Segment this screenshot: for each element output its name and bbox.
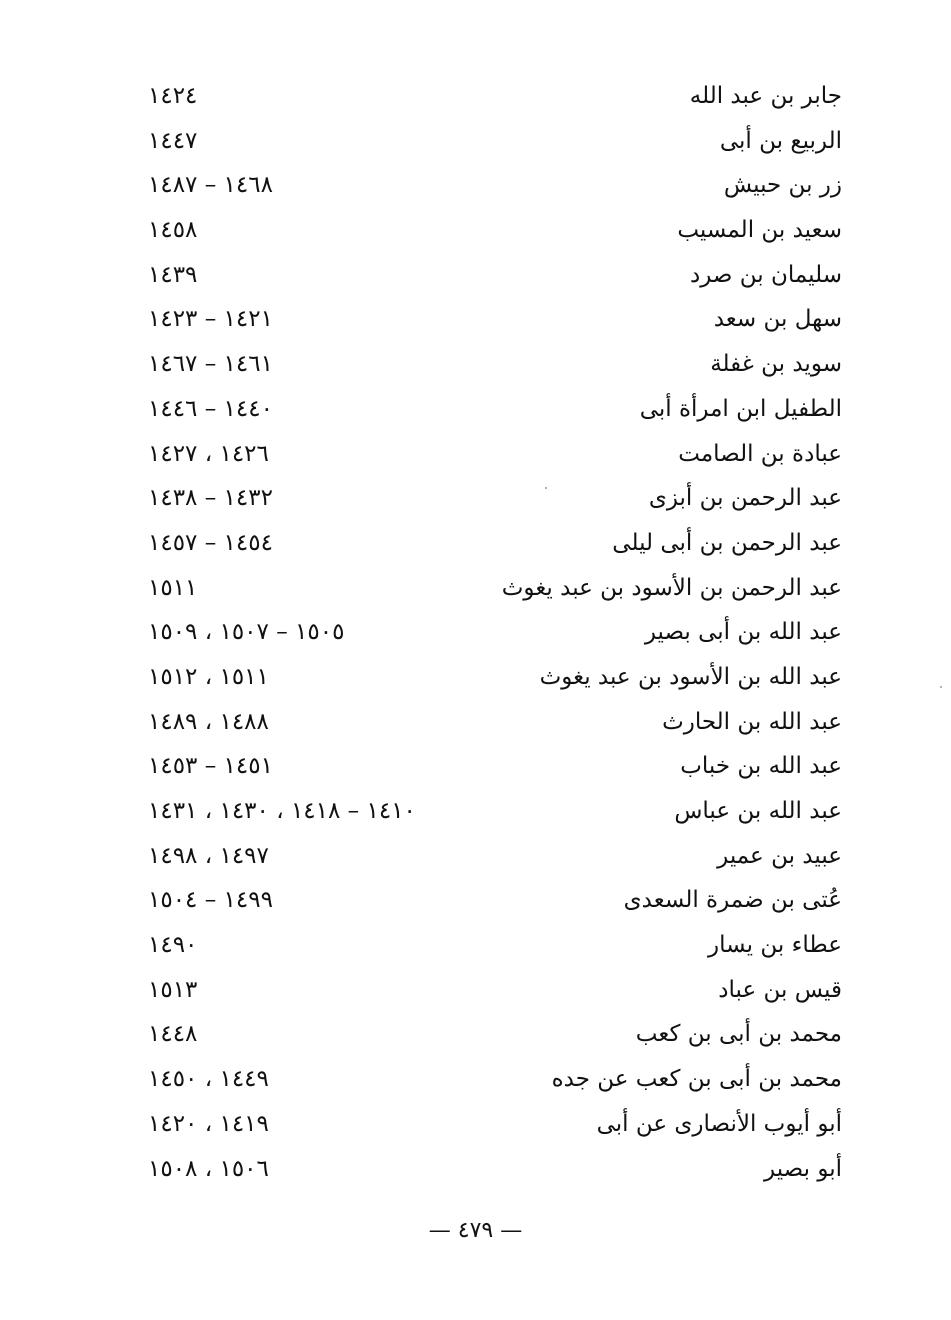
entry-refs: ١٥١١ xyxy=(148,574,198,601)
entry-name: الطفيل ابن امرأة أبى xyxy=(639,395,842,422)
entry-refs: ١٤٩٧ ، ١٤٩٨ xyxy=(148,842,269,869)
index-entry xyxy=(148,610,842,655)
entry-name: عبد الله بن عباس xyxy=(674,798,842,824)
entry-name: عبد الله بن الحارث xyxy=(662,708,842,735)
entry-refs: ١٤٤٨ xyxy=(148,1021,198,1048)
index-entry xyxy=(148,923,842,968)
index-entry xyxy=(148,744,842,789)
entry-refs: ١٤٩٠ xyxy=(148,932,198,959)
entry-refs: ١٥١١ ، ١٥١٢ xyxy=(148,663,269,690)
entry-refs: ١٥٠٦ ، ١٥٠٨ xyxy=(148,1155,269,1182)
entry-refs: ١٥٠٥ – ١٥٠٧ ، ١٥٠٩ xyxy=(148,619,345,646)
index-entry xyxy=(148,1147,842,1192)
index-entry xyxy=(148,1102,842,1147)
index-entry xyxy=(148,1012,842,1057)
entry-name: قيس بن عباد xyxy=(718,976,842,1003)
entry-name: عبد الرحمن بن أبزى xyxy=(648,485,842,512)
entry-name: عبد الرحمن بن الأسود بن عبد يغوث xyxy=(501,574,842,601)
index-entry xyxy=(148,74,842,119)
entry-name: عبد الله بن الأسود بن عبد يغوث xyxy=(539,663,842,690)
index-entry xyxy=(148,566,842,611)
entry-name: سليمان بن صرد xyxy=(689,261,842,288)
entry-name: سهل بن سعد xyxy=(713,306,842,333)
index-entry xyxy=(148,253,842,298)
index-entry xyxy=(148,521,842,566)
index-entry xyxy=(148,834,842,879)
entry-name: عبادة بن الصامت xyxy=(678,440,842,467)
entry-refs: ١٤٥٨ xyxy=(148,217,198,244)
entry-refs: ١٤٣٢ – ١٤٣٨ xyxy=(148,485,273,512)
entry-name: أبو أيوب الأنصارى عن أبى xyxy=(596,1110,842,1137)
index-entry xyxy=(148,700,842,745)
entry-name: عبد الله بن خباب xyxy=(680,753,842,780)
entry-name: محمد بن أبى بن كعب عن جده xyxy=(551,1066,842,1093)
entry-name: عبيد بن عمير xyxy=(717,842,842,869)
entry-refs: ١٤٥١ – ١٤٥٣ xyxy=(148,753,273,780)
index-entry xyxy=(148,387,842,432)
entry-name: الربيع بن أبى xyxy=(719,127,842,154)
index-entry xyxy=(148,119,842,164)
page-number: — ٤٧٩ — xyxy=(428,1218,523,1243)
entry-name: عبد الرحمن بن أبى ليلى xyxy=(612,529,842,556)
entry-name: محمد بن أبى بن كعب xyxy=(635,1021,842,1048)
index-list xyxy=(148,74,842,1191)
index-entry xyxy=(148,789,842,834)
entry-name: زر بن حبيش xyxy=(723,172,842,199)
index-entry xyxy=(148,968,842,1013)
index-entry xyxy=(148,476,842,521)
entry-refs: ١٤٩٩ – ١٥٠٤ xyxy=(148,887,273,914)
entry-refs: ١٥١٣ xyxy=(148,976,198,1003)
entry-name: جابر بن عبد الله xyxy=(689,83,842,109)
entry-refs: ١٤٦٨ – ١٤٨٧ xyxy=(148,172,273,199)
index-entry xyxy=(148,878,842,923)
entry-name: أبو بصير xyxy=(764,1155,842,1182)
entry-refs: ١٤٤٠ – ١٤٤٦ xyxy=(148,395,273,422)
index-entry xyxy=(148,297,842,342)
entry-name: سويد بن غفلة xyxy=(710,351,842,378)
entry-refs: ١٤٦١ – ١٤٦٧ xyxy=(148,351,273,378)
index-entry xyxy=(148,432,842,477)
entry-refs: ١٤٢٦ ، ١٤٢٧ xyxy=(148,440,269,467)
entry-refs: ١٤٣٩ xyxy=(148,261,198,288)
entry-refs: ١٤١٠ – ١٤١٨ ، ١٤٣٠ ، ١٤٣١ xyxy=(148,798,416,824)
entry-refs: ١٤٢١ – ١٤٢٣ xyxy=(148,306,273,333)
entry-name: عطاء بن يسار xyxy=(708,932,842,959)
scan-speck xyxy=(545,487,547,489)
scan-speck xyxy=(940,686,942,688)
index-entry xyxy=(148,655,842,700)
entry-refs: ١٤٤٩ ، ١٤٥٠ xyxy=(148,1066,269,1093)
index-entry xyxy=(148,342,842,387)
index-entry xyxy=(148,1057,842,1102)
entry-refs: ١٤٢٤ xyxy=(148,83,198,109)
entry-refs: ١٤٨٨ ، ١٤٨٩ xyxy=(148,708,269,735)
index-entry xyxy=(148,208,842,253)
entry-name: عبد الله بن أبى بصير xyxy=(644,619,842,646)
entry-name: سعيد بن المسيب xyxy=(677,217,842,244)
entry-refs: ١٤٤٧ xyxy=(148,127,198,154)
entry-name: عُتى بن ضمرة السعدى xyxy=(623,887,842,914)
entry-refs: ١٤١٩ ، ١٤٢٠ xyxy=(148,1110,269,1137)
entry-refs: ١٤٥٤ – ١٤٥٧ xyxy=(148,529,273,556)
index-entry xyxy=(148,163,842,208)
